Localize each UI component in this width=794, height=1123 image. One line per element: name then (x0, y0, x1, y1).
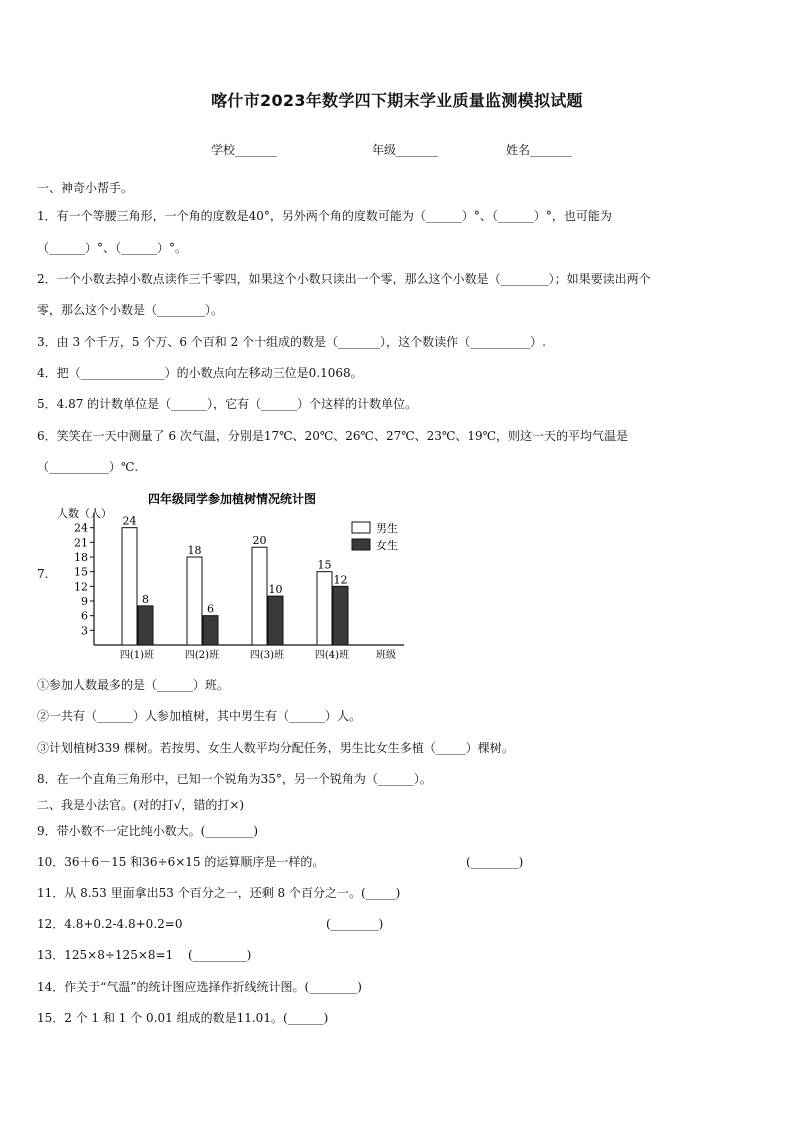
bar-girls (138, 606, 153, 645)
question-2-line-1: 2．一个小数去掉小数点读作三千零四，如果这个小数只读出一个零，那么这个小数是（________）；如果要读出两个 (37, 272, 651, 286)
bar-value-label: 12 (333, 573, 348, 587)
question-9: 9．带小数不一定比纯小数大。(________) (37, 824, 258, 838)
section-heading-1: 一、神奇小帮手。 (37, 181, 134, 195)
bar-boys (317, 572, 332, 645)
question-3: 3．由 3 个千万，5 个万、6 个百和 2 个十组成的数是（_______），这个数读作（__________）. (37, 335, 546, 349)
bar-value-label: 15 (317, 558, 332, 572)
section-heading-2: 二、我是小法官。(对的打√，错的打×) (37, 798, 245, 812)
bar-value-label: 20 (252, 534, 267, 548)
bar-girls (268, 596, 283, 645)
chart-title: 四年级同学参加植树情况统计图 (147, 492, 317, 506)
y-tick-label: 24 (74, 521, 88, 535)
question-14: 14．作关于“气温”的统计图应选择作折线统计图。(________) (37, 980, 362, 994)
question-13-answer-blank[interactable]: (_________) (188, 948, 252, 962)
question-12: 12．4.8+0.2-4.8+0.2=0 (37, 917, 183, 931)
bar-chart (52, 486, 412, 666)
bar-boys (122, 528, 137, 645)
question-7-number: 7. (37, 567, 49, 581)
question-7-part-3: ③计划植树339 棵树。若按男、女生人数平均分配任务，男生比女生多植（_____）棵树。 (37, 741, 514, 755)
question-10: 10．36＋6－15 和36÷6×15 的运算顺序是一样的。 (37, 855, 325, 869)
category-label: 四(3)班 (249, 650, 285, 661)
category-label: 四(1)班 (119, 650, 155, 661)
bar-girls (333, 586, 348, 645)
question-7-part-1: ①参加人数最多的是（______）班。 (37, 678, 230, 692)
y-tick-label: 12 (74, 580, 88, 594)
bar-value-label: 24 (122, 514, 137, 528)
question-1-line-2: （______）°、（______）°。 (37, 241, 188, 255)
bar-girls (203, 616, 218, 645)
y-tick-label: 21 (74, 536, 88, 550)
y-tick-label: 18 (74, 551, 88, 564)
question-10-answer-blank[interactable]: (________) (466, 855, 524, 869)
question-4: 4．把（______________）的小数点向左移动三位是0.1068。 (37, 366, 363, 380)
legend-label: 男生 (376, 522, 398, 535)
bar-boys (252, 547, 267, 645)
bar-boys (187, 557, 202, 645)
question-5: 5．4.87 的计数单位是（______），它有（______）个这样的计数单位。 (37, 397, 418, 411)
category-label: 四(4)班 (314, 650, 350, 661)
page-title: 喀什市2023年数学四下期末学业质量监测模拟试题 (211, 91, 583, 110)
school-field[interactable]: 学校_______ (211, 143, 278, 157)
name-field[interactable]: 姓名_______ (506, 143, 573, 157)
question-6-line-1: 6．笑笑在一天中测量了 6 次气温，分别是17℃、20℃、26℃、27℃、23℃、19℃，则这一天的平均气温是 (37, 429, 629, 443)
question-12-answer-blank[interactable]: (________) (326, 917, 384, 931)
bar-value-label: 8 (142, 592, 149, 606)
question-8: 8．在一个直角三角形中，已知一个锐角为35°，另一个锐角为（______）。 (37, 772, 432, 786)
y-axis-label: 人数（人） (57, 507, 112, 520)
y-tick-label: 9 (81, 595, 88, 608)
legend-swatch (352, 522, 370, 533)
x-axis-label: 班级 (376, 650, 396, 661)
question-11: 11．从 8.53 里面拿出53 个百分之一，还剩 8 个百分之一。(_____) (37, 886, 401, 900)
question-15: 15．2 个 1 和 1 个 0.01 组成的数是11.01。(______) (37, 1011, 329, 1025)
category-label: 四(2)班 (184, 650, 220, 661)
legend-label: 女生 (376, 539, 398, 552)
bar-value-label: 6 (207, 602, 214, 616)
grade-field[interactable]: 年级_______ (372, 143, 439, 157)
question-7-part-2: ②一共有（______）人参加植树，其中男生有（______）人。 (37, 709, 362, 723)
y-tick-label: 15 (74, 565, 88, 579)
bar-value-label: 10 (268, 583, 283, 597)
question-1-line-1: 1．有一个等腰三角形，一个角的度数是40°，另外两个角的度数可能为（______）°、（______）°，也可能为 (37, 209, 612, 223)
question-2-line-2: 零，那么这个小数是（________）。 (37, 303, 224, 317)
bar-value-label: 18 (187, 544, 202, 557)
y-tick-label: 3 (81, 624, 88, 638)
question-6-line-2: （__________）℃. (37, 460, 139, 474)
question-13: 13．125×8÷125×8=1 (37, 948, 174, 962)
legend-swatch (352, 539, 370, 550)
y-tick-label: 6 (81, 609, 88, 623)
